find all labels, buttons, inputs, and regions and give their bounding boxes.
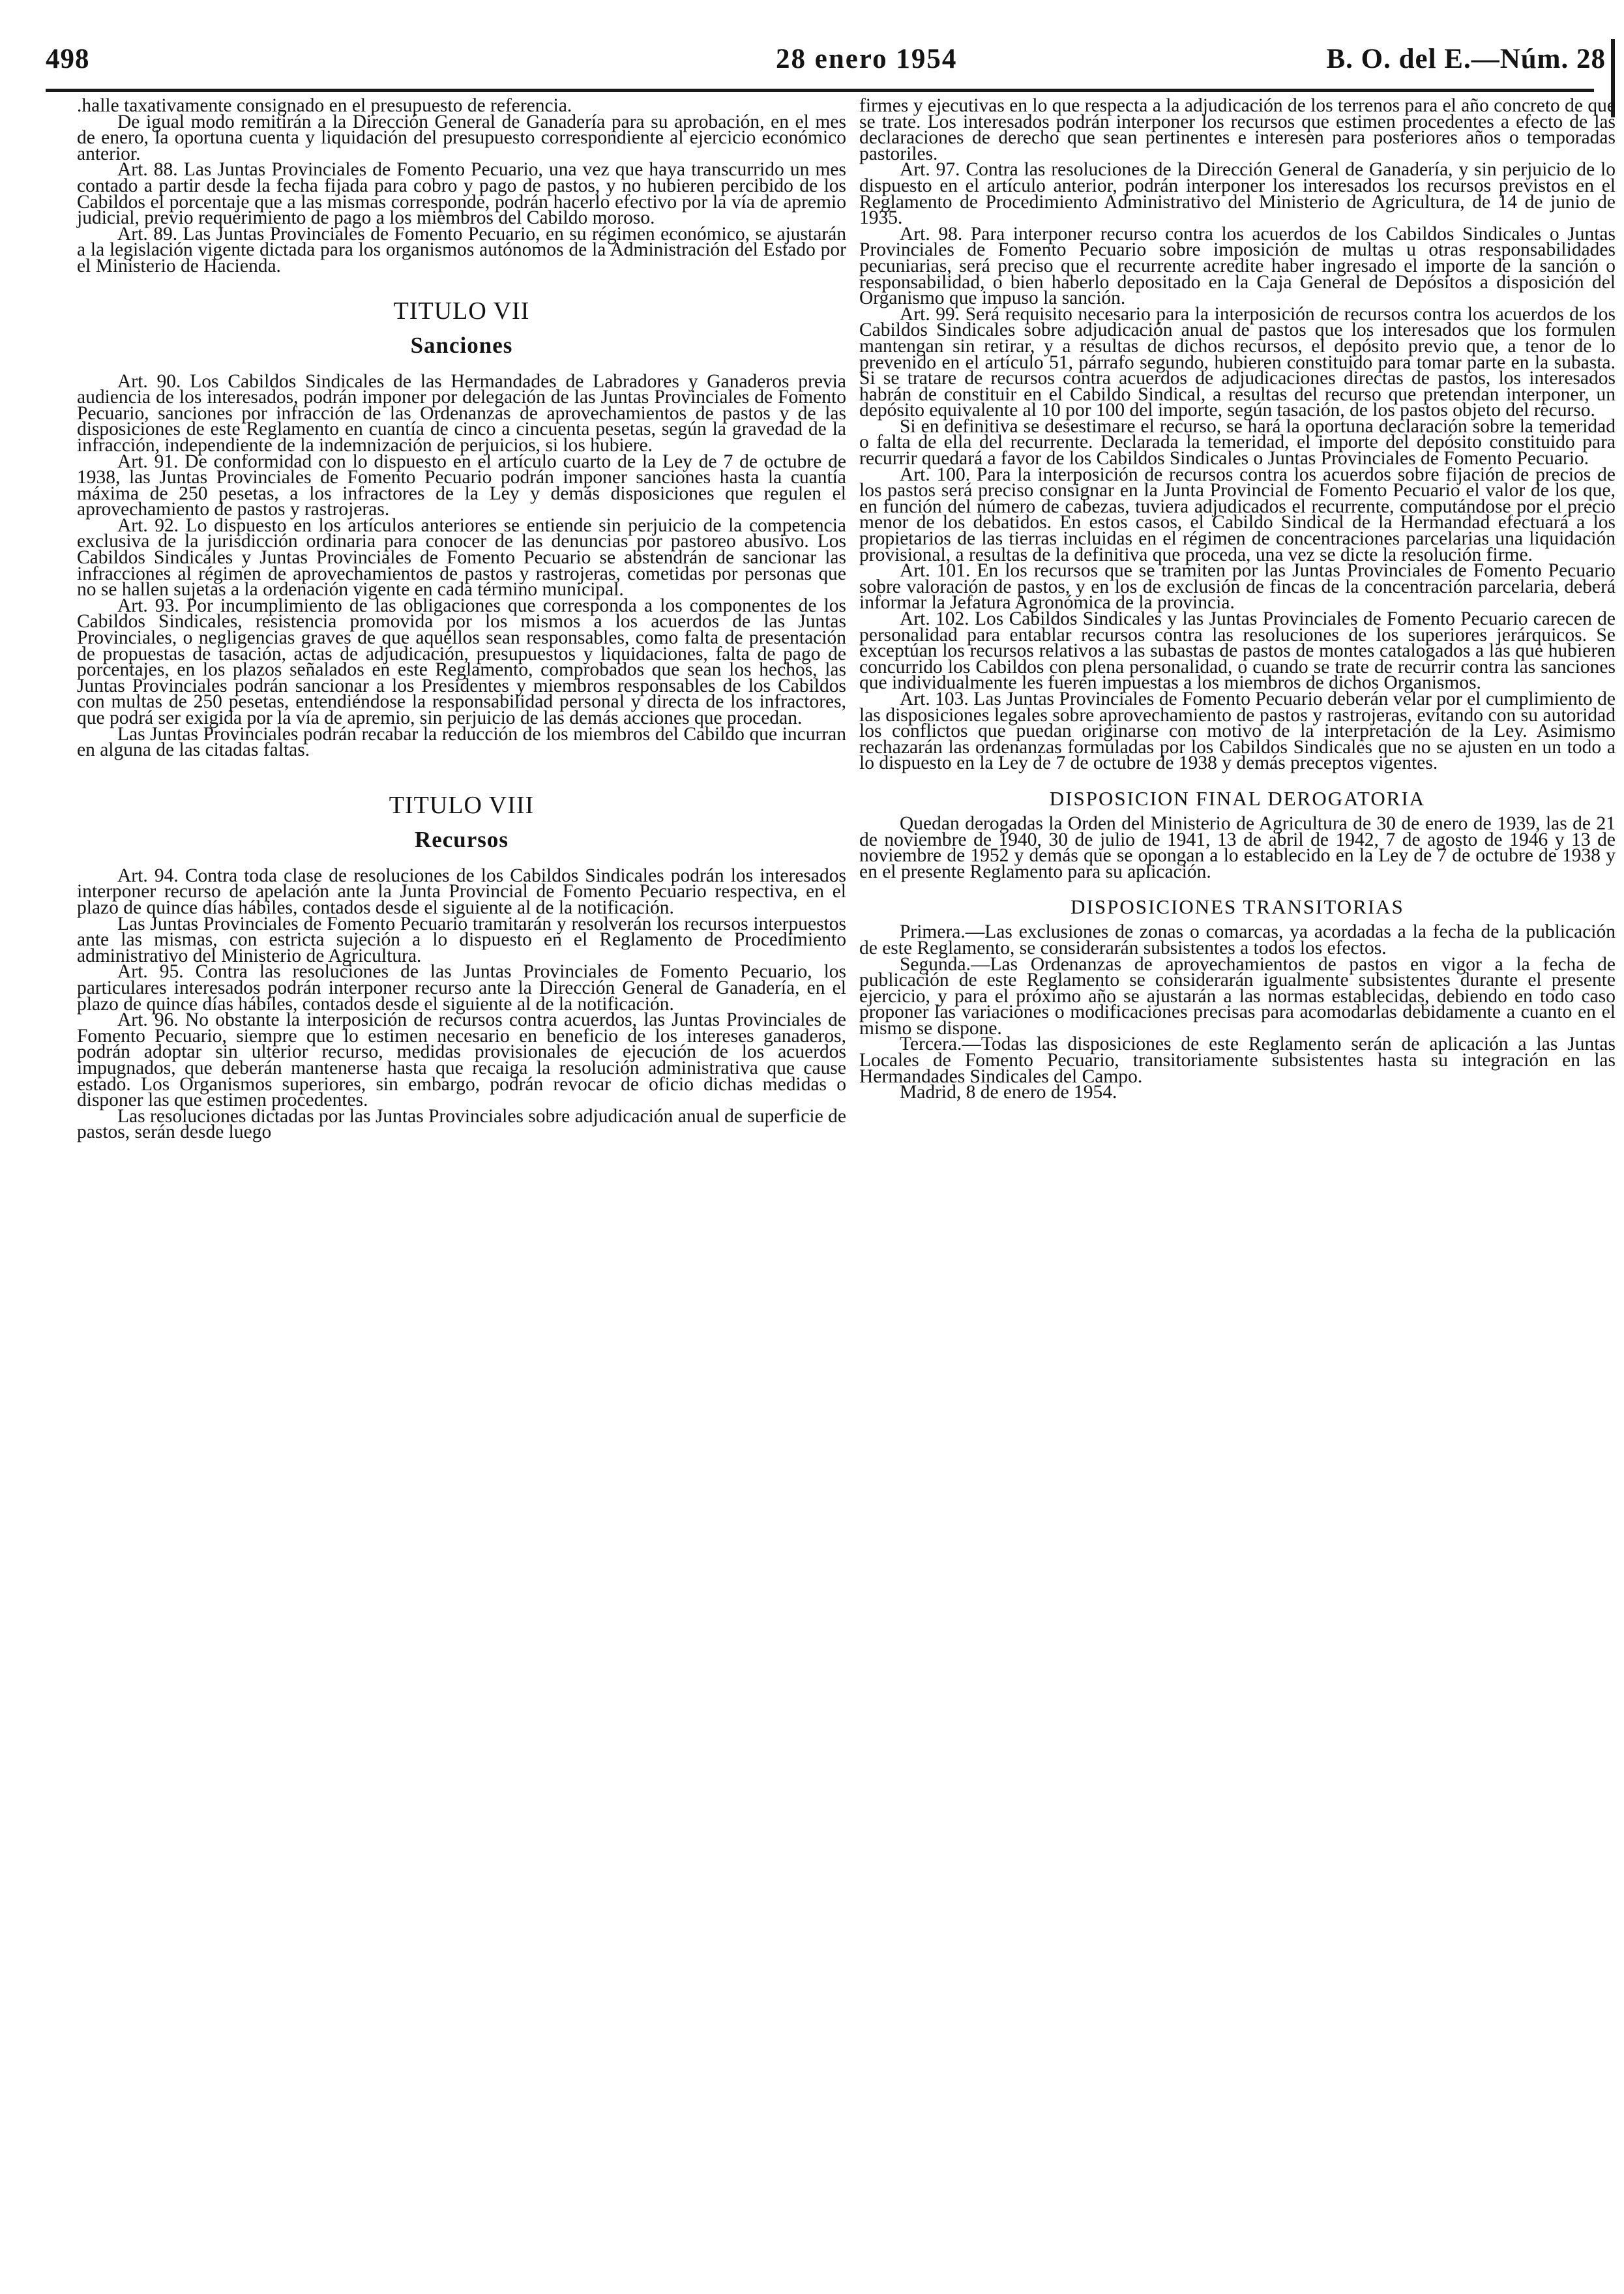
article-100: Art. 100. Para la interposición de recursos contra los acuerdos sobre fijación de precios de los pastos será preciso consignar en la Junta Provincial de Fomento Pecuario el valor de los que, en función del número de cabezas, tuviera adjudicados el recurrente, computándose por el precio menor de los debatidos. En estos casos, el Cabildo Sindical de la Hermandad efectuará a los propietarios de las tierras incluidas en el régimen de concentraciones parcelarias una liquidación provisional, a resultas de la definitiva que proceda, una vez se dicte la resolución firme. <box>859 464 1616 565</box>
transitional-heading: DISPOSICIONES TRANSITORIAS <box>1070 895 1404 919</box>
article-103: Art. 103. Las Juntas Provinciales de Fomento Pecuario deberán velar por el cumplimiento de las disposiciones legales sobre aprovechamiento de pastos y rastrojeras, evitando con su autoridad los conflictos que puedan originarse con motivo de la interpretación de la Ley. Asimismo rechazarán las ordenanzas formuladas por los Cabildos Sindicales que no se ajusten en un todo a lo dispuesto en la Ley de 7 de octubre de 1938 y demás preceptos vigentes. <box>859 688 1616 774</box>
article-94: Art. 94. Contra toda clase de resoluciones de los Cabildos Sindicales podrán los interesados interponer recurso de apelación ante la Junta Provincial de Fomento Pecuario respectiva, en el plazo de quince días hábiles, contados desde el siguiente al de la notificación. <box>77 865 846 918</box>
page-number: 498 <box>46 44 90 74</box>
transitional-first: Primera.—Las exclusiones de zonas o comarcas, ya acordadas a la fecha de la publicación de este Reglamento, se considerarán subsistentes a todos los efectos. <box>859 921 1616 959</box>
paragraph: Si en definitiva se desestimare el recurso, se hará la oportuna declaración sobre la temeridad o falta de ella del recurrente. Declarada la temeridad, el importe del depósito constituido para recurrir quedará a favor de los Cabildos Sindicales o Juntas Provinciales de Fomento Pecuario. <box>859 415 1616 469</box>
signature-date: Madrid, 8 de enero de 1954. <box>900 1082 1117 1103</box>
article-102: Art. 102. Los Cabildos Sindicales y las Juntas Provinciales de Fomento Pecuario carecen de personalidad para entablar recursos contra las resoluciones de los superiores jerárquicos. Se exceptúan los recursos relativos a las subastas de pastos de montes catalogados a las que hubieren concurrido los Cabildos con plena personalidad, o cuando se trate de recurrir contra las sanciones que individualmente les fueren impuestas a los miembros de dichos Organismos. <box>859 608 1616 694</box>
title-vii: TITULO VII <box>393 297 530 325</box>
bulletin-number: B. O. del E.—Núm. 28 <box>1326 44 1606 74</box>
article-90: Art. 90. Los Cabildos Sindicales de las Hermandades de Labradores y Ganaderos previa audiencia de los interesados, podrán imponer por delegación de las Juntas Provinciales de Fomento Pecuario, sanciones por infracción de las Ordenanzas de aprovechamientos de pastos y de las disposiciones de este Reglamento en cuantía de cinco a cincuenta pesetas, según la gravedad de la infracción, independiente de la indemnización de perjuicios, si los hubiere. <box>77 370 846 456</box>
paragraph: Las resoluciones dictadas por las Juntas Provinciales sobre adjudicación anual de superficie de pastos, serán desde luego <box>77 1105 846 1143</box>
article-89: Art. 89. Las Juntas Provinciales de Fomento Pecuario, en su régimen económico, se ajustarán a la legislación vigente dictada para los organismos autónomos de la Administración del Estado por el Ministerio de Hacienda. <box>77 223 846 276</box>
article-98: Art. 98. Para interponer recurso contra los acuerdos de los Cabildos Sindicales o Juntas Provinciales de Fomento Pecuario sobre imposición de multas u otras responsabilidades pecuniarias, será preciso que el recurrente acredite haber ingresado el importe de la sanción o responsabilidad, o bien haberlo depositado en la Caja General de Depósitos a disposición del Organismo que impuso la sanción. <box>859 223 1616 309</box>
article-92: Art. 92. Lo dispuesto en los artículos anteriores se entiende sin perjuicio de la competencia exclusiva de la jurisdicción ordinaria para conocer de las denuncias por pastoreo abusivo. Los Cabildos Sindicales y Juntas Provinciales de Fomento Pecuario se abstendrán de sancionar las infracciones al régimen de aprovechamientos de pastos y rastrojeras, cometidas por personas que no se hallen sujetas a la ordenación vigente en cada término municipal. <box>77 514 846 601</box>
subtitle-recursos: Recursos <box>414 826 509 852</box>
subtitle-sanciones: Sanciones <box>410 332 513 358</box>
paragraph: De igual modo remitirán a la Dirección General de Ganadería para su aprobación, en el mes de enero, la oportuna cuenta y liquidación del presupuesto correspondiente al ejercicio económico anterior. <box>77 111 846 164</box>
paragraph: firmes y ejecutivas en lo que respecta a la adjudicación de los terrenos para el año concreto de que se trate. Los interesados podrán interponer los recursos que estimen procedentes a efecto de las declaraciones de derecho que sean pertinentes e interesen para posteriores años o temporadas pastoriles. <box>859 95 1616 164</box>
article-95: Art. 95. Contra las resoluciones de las Juntas Provinciales de Fomento Pecuario, los particulares interesados podrán interponer recurso ante la Dirección General de Ganadería, en el plazo de quince días hábiles, contados desde el siguiente al de la notificación. <box>77 961 846 1015</box>
article-99: Art. 99. Será requisito necesario para la interposición de recursos contra los acuerdos de los Cabildos Sindicales sobre adjudicación anual de pastos que los interesados que los formulen mantengan sin retirar, y a resultas de dichos recursos, el depósito previo que, a tenor de lo prevenido en el artículo 51, párrafo segundo, hubieren constituido para tomar parte en la subasta. Si se tratare de recursos contra acuerdos de adjudicaciones directas de pastos, los interesados habrán de constituir en el Cabildo Sindical, a resultas del recurso que pretendan interponer, un depósito equivalente al 10 por 100 del importe, según tasación, de los pastos objeto del recurso. <box>859 303 1616 421</box>
article-91: Art. 91. De conformidad con lo dispuesto en el artículo cuarto de la Ley de 7 de octubre de 1938, las Juntas Provinciales de Fomento Pecuario podrán imponer sanciones hasta la cuantía máxima de 250 pesetas, a los infractores de la Ley y demás disposiciones que regulen el aprovechamiento de pastos y rastrojeras. <box>77 451 846 520</box>
paragraph: .halle taxativamente consignado en el presupuesto de referencia. <box>77 95 572 116</box>
article-97: Art. 97. Contra las resoluciones de la Dirección General de Ganadería, y sin perjuicio de lo dispuesto en el artículo anterior, podrán interponer los interesados los recursos previstos en el Reglamento de Procedimiento Administrativo del Ministerio de Agricultura, de 14 de junio de 1935. <box>859 159 1616 229</box>
issue-date: 28 enero 1954 <box>776 44 958 74</box>
paragraph: Las Juntas Provinciales de Fomento Pecuario tramitarán y resolverán los recursos interpuestos ante las mismas, con estricta sujeción a lo dispuesto en el Reglamento de Procedimiento administrativo del Ministerio de Agricultura. <box>77 913 846 966</box>
left-column <box>77 95 846 1143</box>
transitional-third: Tercera.—Todas las disposiciones de este Reglamento serán de aplicación a las Juntas Locales de Fomento Pecuario, transitoriamente subsistentes hasta su integración en las Hermandades Sindicales del Campo. <box>859 1034 1616 1087</box>
article-101: Art. 101. En los recursos que se tramiten por las Juntas Provinciales de Fomento Pecuario sobre valoración de pastos, y en los de exclusión de fincas de la concentración parcelaria, deberá informar la Jefatura Agronómica de la provincia. <box>859 560 1616 614</box>
final-disposition-heading: DISPOSICION FINAL DEROGATORIA <box>1049 786 1426 810</box>
final-disposition-text: Quedan derogadas la Orden del Ministerio de Agricultura de 30 de enero de 1939, las de 21 de noviembre de 1940, 30 de julio de 1941, 13 de abril de 1942, 7 de agosto de 1946 y 13 de noviembre de 1952 y demás que se opongan a lo establecido en la Ley de 7 de octubre de 1938 y en el presente Reglamento para su aplicación. <box>859 812 1616 882</box>
page-header <box>46 38 1606 83</box>
article-93: Art. 93. Por incumplimiento de las obligaciones que corresponda a los componentes de los Cabildos Sindicales, resistencia promovida por los mismos a los acuerdos de las Juntas Provinciales, o negligencias graves de que aquéllos sean responsables, como falta de presentación de propuestas de tasación, actas de adjudicación, presupuestos y liquidaciones, falta de pago de porcentajes, en los plazos señalados en este Reglamento, comprobados que sean los hechos, las Juntas Provinciales podrán sancionar a los Presidentes y miembros responsables de los Cabildos con multas de 250 pesetas, entendiéndose la responsabilidad personal y directa de los infractores, que podrá ser exigida por la vía de apremio, sin perjuicio de las demás acciones que procedan. <box>77 595 846 728</box>
right-column <box>859 95 1616 1103</box>
title-viii: TITULO VIII <box>389 791 535 819</box>
article-96: Art. 96. No obstante la interposición de recursos contra acuerdos, las Juntas Provinciales de Fomento Pecuario, siempre que lo estimen necesario en beneficio de los intereses ganaderos, podrán adoptar sin ulterior recurso, medidas provisionales de ejecución de los acuerdos impugnados, que deberán mantenerse hasta que recaiga la resolución administrativa que cause estado. Los Organismos superiores, sin embargo, podrán revocar de oficio dichas medidas o disponer las que estimen procedentes. <box>77 1009 846 1111</box>
paragraph: Las Juntas Provinciales podrán recabar la reducción de los miembros del Cabildo que incurran en alguna de las citadas faltas. <box>77 723 846 761</box>
article-88: Art. 88. Las Juntas Provinciales de Fomento Pecuario, una vez que haya transcurrido un mes contado a partir desde la fecha fijada para cobro y pago de pastos, y no hubieren percibido de los Cabildos el porcentaje que a las mismas corresponde, podrán hacerlo efectivo por la vía de apremio judicial, previo requerimiento de pago a los miembros del Cabildo moroso. <box>77 159 846 229</box>
header-rule <box>46 89 1594 92</box>
transitional-second: Segunda.—Las Ordenanzas de aprovechamientos de pastos en vigor a la fecha de publicación de este Reglamento se considerarán igualmente subsistentes durante el presente ejercicio, y para el próximo año se ajustarán a las normas establecidas, debiendo en todo caso proponer las variaciones o modificaciones precisas para acomodarlas debidamente a cuanto en el mismo se dispone. <box>859 953 1616 1039</box>
